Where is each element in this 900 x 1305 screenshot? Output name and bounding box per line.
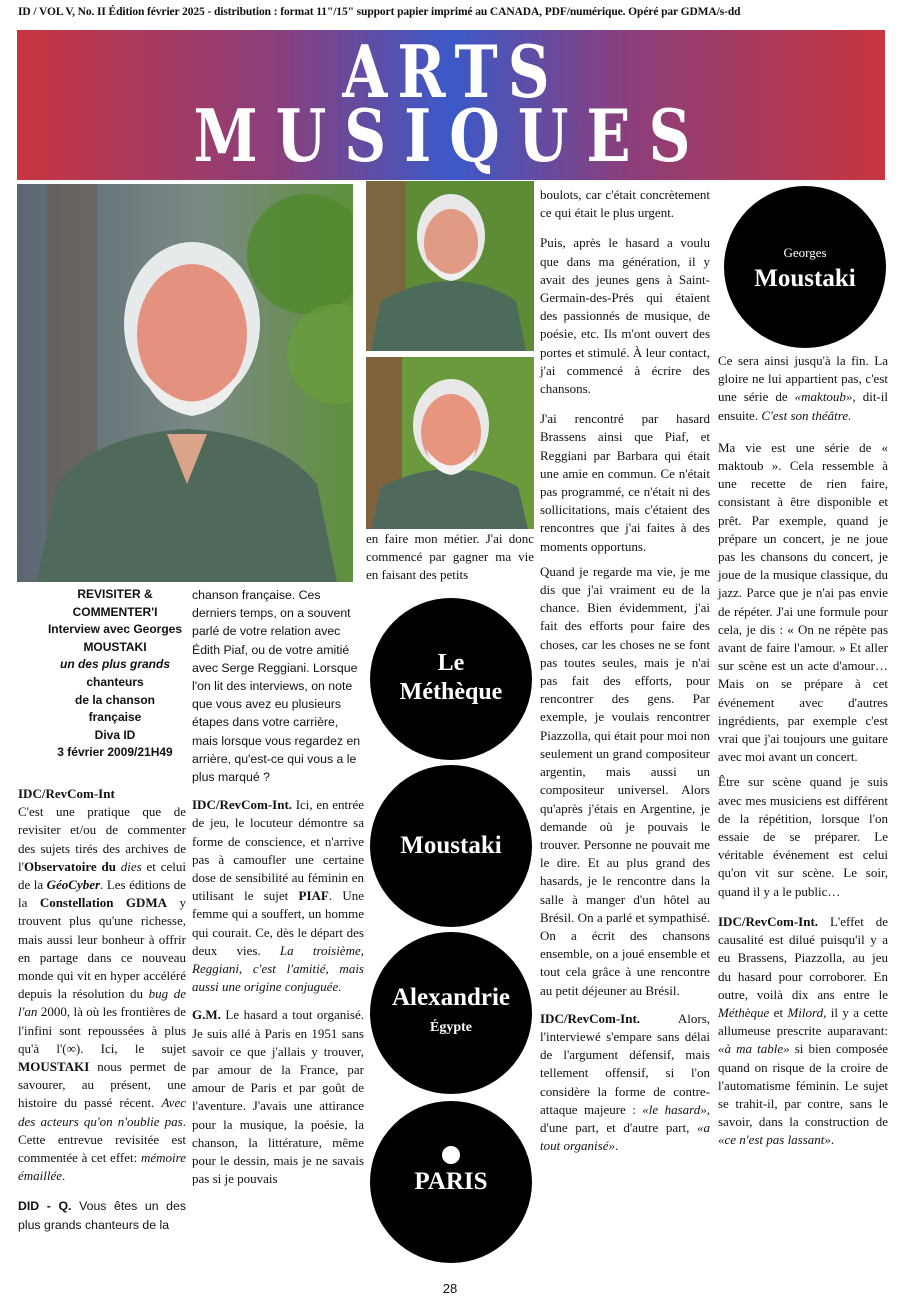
text: y trouvent plus qu'une richesse, mais aussi leur bonheur à offrir en partage dans ce nouveau monde qui vit en hyper accéléré depuis la résolution du [18,895,186,1002]
text: «à ma table» [718,1041,790,1057]
caption-line: COMMENTER'I [72,604,158,619]
section-banner [17,30,885,180]
caption-line: française [88,710,142,725]
question-text: chanson française. Ces derniers temps, on a souvent parlé de votre relation avec Édith Piaf, ou de votre amitié avec Serge Reggiani. Lorsque l'on lit des interviews, on note que vous avez eu plusieurs étapes dans votre carrière, mais lorsque vous regardez en arrière, qu'est-ce qui vous a le plus marqué ? [192,588,361,785]
paragraph: boulots, car c'était concrètement ce qui était le plus urgent. [540,187,710,221]
article-column-4 [718,352,888,1157]
badge-text: Moustaki [400,832,502,859]
text: mémoire émaillée [18,1150,186,1184]
badge-text: Égypte [429,1020,472,1035]
text: Constellation GDMA [39,895,168,911]
badge-paris [370,1101,532,1263]
badge-georges-moustaki [724,186,886,348]
paragraph-heading: G.M. [192,1007,221,1023]
caption-line: 3 février 2009/21H49 [57,745,173,760]
paragraph [18,1197,186,1233]
banner-title-arts: ARTS [342,29,560,115]
text: Méthèque [718,1004,770,1020]
text: PIAF [298,888,329,904]
badge-moustaki [370,765,532,927]
article-column-2b [366,530,534,592]
text: C'est son théâtre. [761,407,852,423]
paragraph: J'ai rencontré par hasard Brassens ainsi que Piaf, et Reggiani par Barbara qui était une amie en commun. Ce n'était pas programmé, ce n'était ni des sollicitations, mais c'étaient des rencontres que j'ai faites à des moments opportuns. [540,411,710,554]
paragraph [540,1010,710,1156]
text: Vous êtes un des plus grands chanteurs de la [18,1199,186,1232]
paragraph-heading: DID - Q. [18,1199,72,1214]
paragraph [192,1006,364,1188]
text: , d'une part, et d'autre part, [540,1101,710,1135]
text: «le hasard» [642,1101,707,1117]
text: , il y a cette allumeuse prescrite auparavant: [718,1004,889,1039]
text: MOUSTAKI [18,1059,90,1075]
text: «ce n'est pas lassant» [718,1132,831,1148]
caption-line: Diva ID [94,727,136,742]
text: Ce sera ainsi jusqu'à la fin. La gloire ne lui appartient pas, c'est une série de [718,353,888,405]
caption-line: Interview avec Georges [47,622,183,637]
caption-line: REVISITER & [77,587,153,601]
text: bug de l'an [18,986,186,1020]
text: et celui de la [18,858,186,893]
text: GéoCyber [46,877,101,893]
badge-le-metheque [370,598,532,760]
paragraph: Ma vie est une série de « maktoub ». Cela ressemble à une recette de rien faire, consistant à être disponible et prêt. Par exemple, quand je prépare un concert, je ne joue pas les chansons du concert, je joue de la musique classique, du jazz. Parce que je n'ai pas envie de répéter. J'ai une formule pour cela, je dis : « On ne répète pas avant de faire l'amour. » Et aller sur scène est un acte d'amour… Mais on se prépare à cet événement avec d'autres ingrédients, par exemple c'est vrai que j'ai toujours une guitare avec moi avant un concert. [718,439,888,765]
text: Avec des acteurs qu'on n'oublie pas [18,1095,186,1129]
paragraph: en faire mon métier. J'ai donc commencé par gagner ma vie en faisant des petits [366,531,534,583]
badge-text: Le [437,650,465,676]
caption-line: de la chanson [74,692,156,707]
badge-text: Georges [783,244,827,260]
issue-info-line: ID / VOL V, No. II Édition février 2025 - distribution : format 11"/15" support papier imprimé au CANADA, PDF/numérique. Opéré par GDMA/s-dd [18,6,741,18]
text: Le hasard a tout organisé. Je suis allé à Paris en 1951 sans savoir ce que j'allais y trouver, par amour de la France, par amour de Paris et par goût de l'aventure. J'avais une attirance pour la musique, la poésie, la chanson, la littérature, même pour le dessin, mais je ne savais pas si je pouvais [192,1007,364,1187]
text: «maktoub» [794,389,853,405]
paragraph: Quand je regarde ma vie, je me dis que j'ai vraiment eu de la chance. Bien évidemment, j'ai fait des efforts pour faire des choses, car les choses ne se font pas toutes seules, mais je n'ai pas fait des efforts, pour rencontrer des gens. Par exemple, je voulais rencontrer Piazzolla, qui était pour moi non seulement un grand compositeur argentin, mais aussi un compositeur universel. Alors qu'après j'étais en Argentine, je demande où je pouvais le trouver. Personne ne pouvait me le dire. Et au plus grand des hasards, je le rencontre dans la salle à manger d'un hôtel au Brésil. On a parlé et sympathisé. On a écrit des chansons ensemble, on a joué ensemble et tout cela grâce à une rencontre au petit déjeuner au Brésil. [540,563,710,998]
caption-line: un des plus grands [59,657,170,672]
text: C'est une pratique que de revisiter et/ou de commenter des sujets tirés des archives de l' [18,804,186,874]
paragraph-heading: IDC/RevCom-Int. [192,797,293,813]
badge-text: PARIS [414,1168,488,1195]
paragraph [718,352,888,425]
paragraph-heading: IDC/RevCom-Int. [718,913,819,929]
text: . [615,1138,619,1154]
paragraph-heading: IDC/RevCom-Int [18,786,115,801]
text: , dit-il ensuite. [718,389,888,423]
badge-alexandrie [370,932,532,1094]
portrait-photo-small-top [366,181,534,351]
text: . Cette entrevue revisitée est commentée à cet effet: [18,1113,186,1166]
portrait-photo-large [17,184,353,582]
text: nous permet de savourer, au présent, une histoire du passé récent. [18,1059,186,1111]
text: et [769,1004,788,1020]
paragraph [18,785,186,1185]
interview-caption [40,586,190,762]
paragraph [718,913,888,1150]
article-column-1 [18,785,186,1241]
text: Milord [787,1004,824,1020]
article-column-2 [192,586,364,1196]
text: Ici, en entrée de jeu, le locuteur démontre sa forme de conscience, et n'arrive pas à camoufler une certaine dose de sensibilité au féminin en utilisant le sujet [192,797,364,904]
badge-text: Moustaki [754,264,856,292]
paragraph-heading: IDC/RevCom-Int. [540,1010,641,1026]
paragraph [192,796,364,996]
badge-text: Alexandrie [391,984,511,1011]
text: «a tout organisé» [540,1119,710,1154]
badge-text: Méthèque [399,679,503,705]
text: . [62,1168,66,1184]
text: dies [120,858,142,874]
text: . Les éditions de la [18,877,186,911]
caption-line: MOUSTAKI [83,639,147,654]
page-number: 28 [442,1281,458,1296]
paragraph: Être sur scène quand je suis avec mes musiciens est différent de la répétition, lorsque l'on essaie de se préparer. Le véritable événement est celui qu'on vit sur scène. Le soir, quand il y a le public… [718,774,888,899]
text: L'effet de causalité est dilué puisqu'il y a eu Brassens, Piazzolla, au jeu du hasard pour corroborer. En outre, voilà dix ans entre le [718,913,888,1002]
pin-icon [442,1146,460,1164]
text: Alors, l'interviewé s'empare sans délai de l'argument défensif, mais tellement offensif, si l'on considère la forme de contre-attaque majeure : [540,1010,710,1117]
text: . Une femme qui a souffert, un homme qui courait. Ce, dès le départ des deux vies. [192,888,364,958]
text: Observatoire du [23,858,116,874]
article-column-3 [540,186,710,1162]
text: . [830,1132,835,1148]
portrait-photo-small-bottom [366,357,534,529]
text: si bien composée quand on risque de la croire de l'automatisme féminin. Le sujet se trahit-il, par contre, sans le savoir, dans la construction de [718,1041,888,1130]
caption-line: chanteurs [86,674,144,689]
paragraph: Puis, après le hasard a voulu que dans ma génération, il y avait des jeunes gens à Saint-Germain-des-Prés qui étaient des passionnés de musique, de poésie, etc. Ils m'ont ouvert des portes et stimulé. À leur contact, j'ai commencé à écrire des chansons. [540,235,710,397]
text: La troisième, Reggiani, c'est l'amitié, mais aussi une origine conjuguée. [192,942,364,995]
text: 2000, là où les frontières de l'infini sont repoussées à plus qu'à l'(∞). Ici, le sujet [18,1004,186,1056]
banner-title-musiques: MUSIQUES [193,93,709,179]
